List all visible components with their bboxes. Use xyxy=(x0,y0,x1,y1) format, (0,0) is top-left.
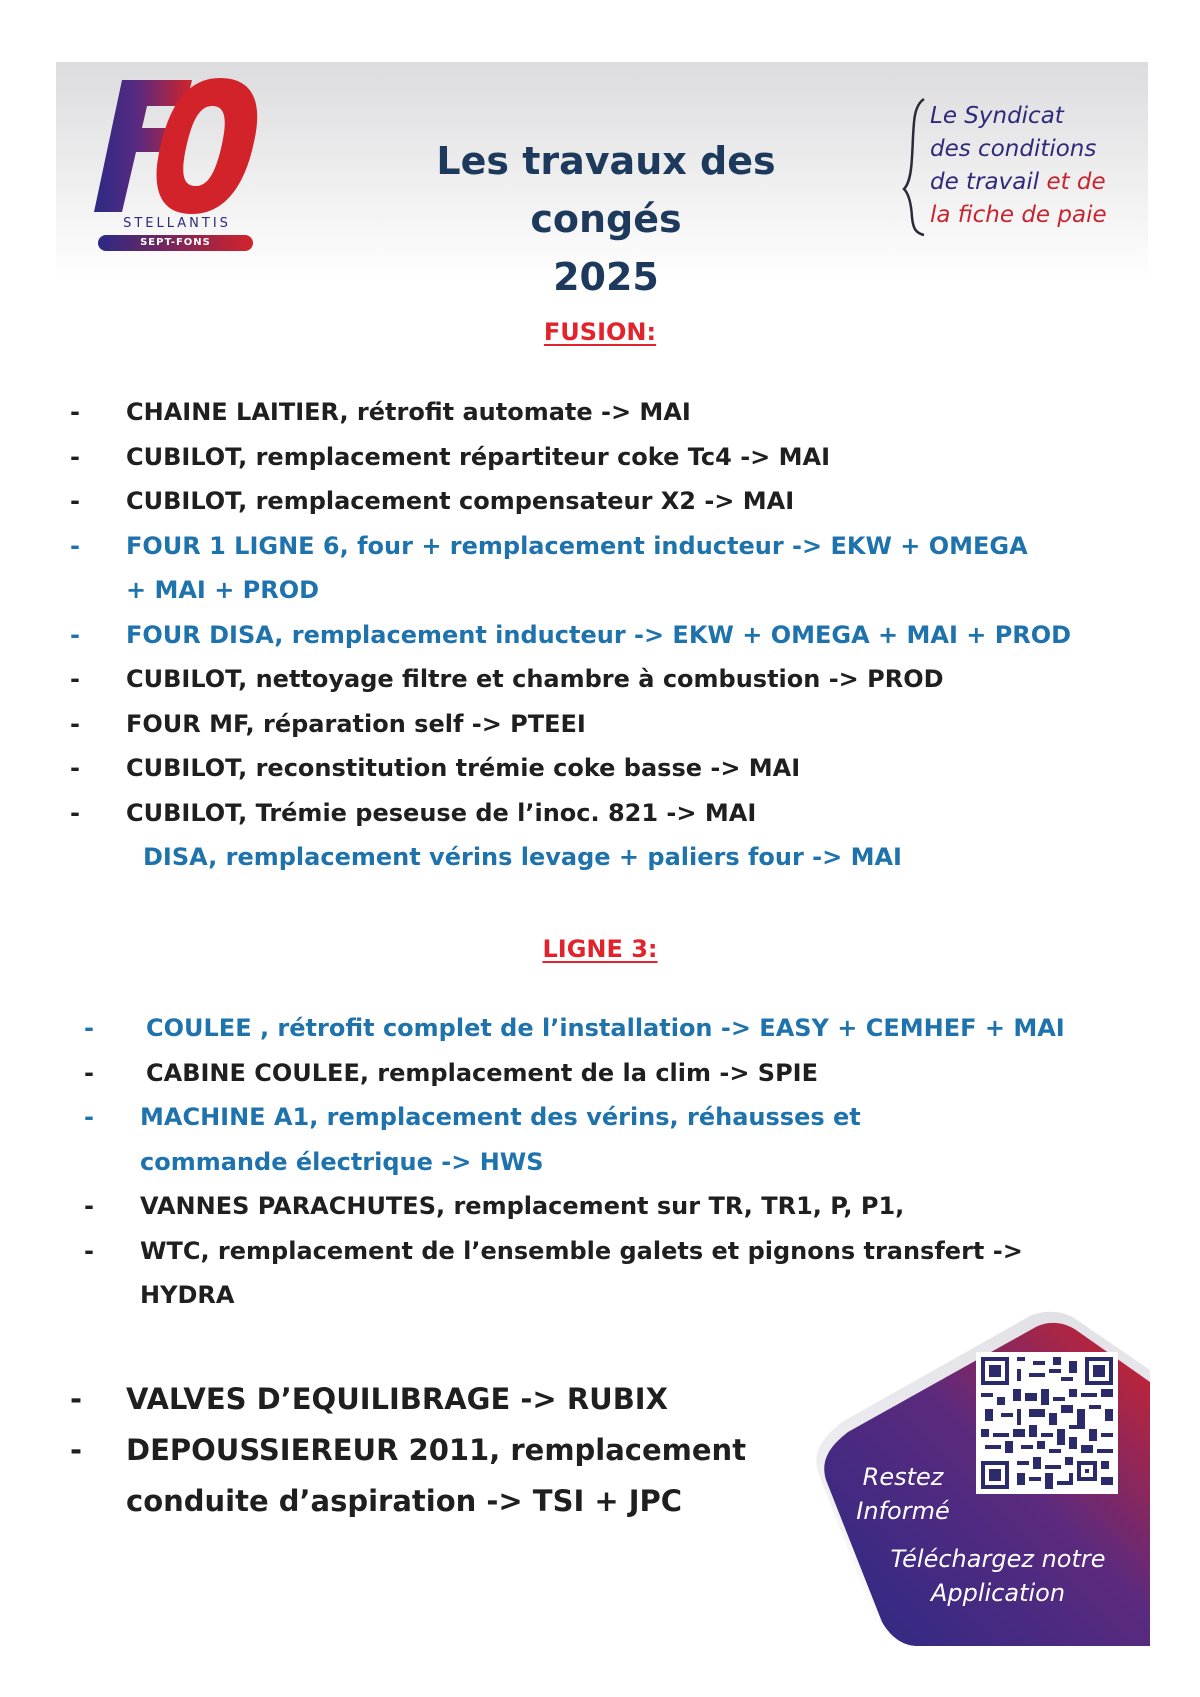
list-dash: - xyxy=(84,1014,94,1042)
list-item-text: FOUR 1 LIGNE 6, four + remplacement inducteur -> EKW + OMEGA + MAI + PROD xyxy=(126,531,1028,604)
list-dash: - xyxy=(70,1433,83,1467)
fusion-heading-text: FUSION: xyxy=(543,318,657,346)
list-item xyxy=(0,746,1200,791)
section-heading-fusion xyxy=(0,318,1200,346)
list-dash: - xyxy=(84,1058,94,1087)
union-tagline xyxy=(930,100,1150,232)
list-dash: - xyxy=(70,754,80,782)
list-dash: - xyxy=(70,398,80,426)
list-item-text: FOUR DISA, remplacement inducteur -> EKW + OMEGA + MAI + PROD xyxy=(126,620,1072,649)
list-dash: - xyxy=(70,620,80,649)
logo-brand-text: STELLANTIS xyxy=(123,216,231,231)
list-item-text: COULEE , rétrofit complet de l’installation -> EASY + CEMHEF + MAI xyxy=(146,1014,1065,1042)
list-item-text: CUBILOT, Trémie peseuse de l’inoc. 821 -> MAI xyxy=(126,798,757,827)
list-item xyxy=(0,1095,1200,1184)
qr-code[interactable] xyxy=(976,1352,1118,1494)
tagline-line-2: des conditions xyxy=(930,136,1097,162)
list-item xyxy=(0,791,1200,836)
list-item xyxy=(0,524,1200,613)
badge-download-line-1: Téléchargez notre xyxy=(890,1545,1106,1573)
app-download-badge[interactable] xyxy=(808,1310,1150,1646)
badge-download-text[interactable] xyxy=(848,1542,1148,1610)
badge-download-line-2: Application xyxy=(930,1579,1066,1607)
list-dash: - xyxy=(70,1382,83,1416)
list-item xyxy=(0,702,1200,747)
tagline-line-3a: de travail xyxy=(930,169,1047,195)
list-item-text: MACHINE A1, remplacement des vérins, réhausses et commande électrique -> HWS xyxy=(140,1103,861,1176)
ligne3-task-list xyxy=(0,1006,1200,1318)
qr-code-icon xyxy=(981,1357,1113,1489)
list-item xyxy=(0,1184,1200,1229)
list-item xyxy=(0,1006,1200,1051)
fusion-task-list xyxy=(0,390,1200,880)
list-item xyxy=(0,435,1200,480)
logo-site-pill: SEPT-FONS xyxy=(98,235,253,251)
list-item-text: DISA, remplacement vérins levage + paliers four -> MAI xyxy=(143,843,902,871)
fo-logo-icon xyxy=(92,72,262,217)
fo-stellantis-logo xyxy=(92,72,262,257)
list-item-text: CUBILOT, remplacement répartiteur coke Tc4 -> MAI xyxy=(126,442,831,471)
list-item-text: DEPOUSSIEREUR 2011, remplacement conduite d’aspiration -> TSI + JPC xyxy=(126,1433,747,1518)
list-item-text: CUBILOT, remplacement compensateur X2 -> MAI xyxy=(126,487,795,515)
list-dash: - xyxy=(70,487,80,515)
tagline-line-3 xyxy=(930,166,1150,199)
tagline-brace-icon xyxy=(902,97,928,237)
list-item xyxy=(0,835,1200,880)
list-item-text: CUBILOT, nettoyage filtre et chambre à combustion -> PROD xyxy=(126,665,944,693)
list-item-text: WTC, remplacement de l’ensemble galets et pignons transfert -> HYDRA xyxy=(140,1236,1023,1309)
list-dash: - xyxy=(70,709,80,738)
tagline-line-3b: et de xyxy=(1046,169,1106,195)
header-banner xyxy=(56,62,1148,299)
list-item xyxy=(0,1051,1200,1096)
title-line-2: 2025 xyxy=(553,255,659,299)
list-dash: - xyxy=(70,442,80,471)
page-title xyxy=(386,132,826,306)
list-item xyxy=(0,390,1200,435)
list-item-text: VANNES PARACHUTES, remplacement sur TR, TR1, P, P1, xyxy=(140,1192,905,1220)
list-item-text: FOUR MF, réparation self -> PTEEI xyxy=(126,709,586,738)
tagline-line-4: la fiche de paie xyxy=(930,202,1107,228)
section-heading-ligne3 xyxy=(0,935,1200,963)
list-item xyxy=(0,479,1200,524)
list-item xyxy=(0,657,1200,702)
list-dash: - xyxy=(84,1192,94,1220)
tagline-line-1: Le Syndicat xyxy=(930,103,1064,129)
list-dash: - xyxy=(70,531,80,560)
ligne3-heading-text: LIGNE 3: xyxy=(542,935,658,963)
list-item-text: CUBILOT, reconstitution trémie coke basse -> MAI xyxy=(126,754,801,782)
list-dash: - xyxy=(70,798,80,827)
list-item-text: VALVES D’EQUILIBRAGE -> RUBIX xyxy=(126,1382,668,1416)
title-line-1: Les travaux des congés xyxy=(436,139,776,241)
badge-informe-line: Informé xyxy=(856,1497,950,1525)
list-item xyxy=(0,1229,1200,1318)
badge-restez-text xyxy=(838,1460,968,1528)
list-dash: - xyxy=(84,1103,94,1131)
badge-restez-line: Restez xyxy=(862,1463,944,1491)
list-item xyxy=(0,613,1200,658)
list-item-text: CHAINE LAITIER, rétrofit automate -> MAI xyxy=(126,398,691,426)
list-dash: - xyxy=(84,1236,94,1265)
list-item-text: CABINE COULEE, remplacement de la clim -> SPIE xyxy=(146,1058,818,1087)
list-dash: - xyxy=(70,665,80,693)
